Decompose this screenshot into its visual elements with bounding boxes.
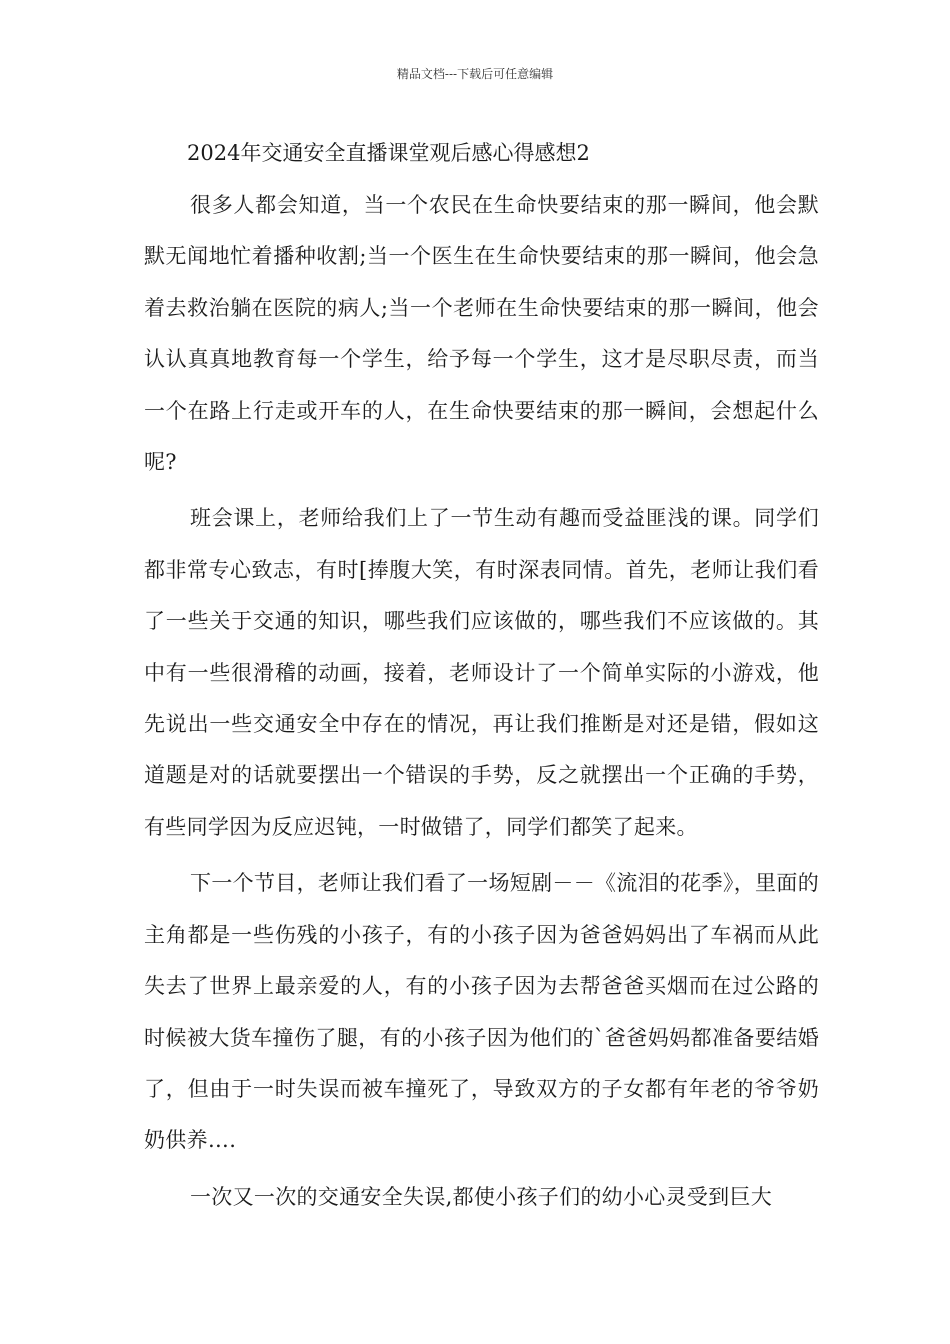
paragraph: 下一个节目，老师让我们看了一场短剧－－《流泪的花季》，里面的主角都是一些伤残的小孩子，有的小孩子因为爸爸妈妈出了车祸而从此失去了世界上最亲爱的人，有的小孩子因为去帮爸爸买烟而在过公路的时候被大货车撞伤了腿，有的小孩子因为他们的`爸爸妈妈都准备要结婚了，但由于一时失误而被车撞死了，导致双方的子女都有年老的爷爷奶奶供养…. <box>144 871 819 1153</box>
document-title: 2024年交通安全直播课堂观后感心得感想2 <box>187 141 590 165</box>
paragraph: 班会课上，老师给我们上了一节生动有趣而受益匪浅的课。同学们都非常专心致志，有时[捧腹大笑，有时深表同情。首先，老师让我们看了一些关于交通的知识，哪些我们应该做的，哪些我们不应该做的。其中有一些很滑稽的动画，接着，老师设计了一个简单实际的小游戏，他先说出一些交通安全中存在的情况，再让我们推断是对还是错，假如这道题是对的话就要摆出一个错误的手势，反之就摆出一个正确的手势，有些同学因为反应迟钝，一时做错了，同学们都笑了起来。 <box>144 506 819 839</box>
paragraph: 一次又一次的交通安全失误,都使小孩子们的幼小心灵受到巨大 <box>190 1184 773 1209</box>
page-header: 精品文档---下载后可任意编辑 <box>396 67 554 81</box>
document-body <box>144 180 819 1228</box>
paragraph: 很多人都会知道，当一个农民在生命快要结束的那一瞬间，他会默默无闻地忙着播种收割;当一个医生在生命快要结束的那一瞬间，他会急着去救治躺在医院的病人;当一个老师在生命快要结束的那一瞬间，他会认认真真地教育每一个学生，给予每一个学生，这才是尽职尽责，而当一个在路上行走或开车的人，在生命快要结束的那一瞬间，会想起什么呢? <box>144 193 819 475</box>
